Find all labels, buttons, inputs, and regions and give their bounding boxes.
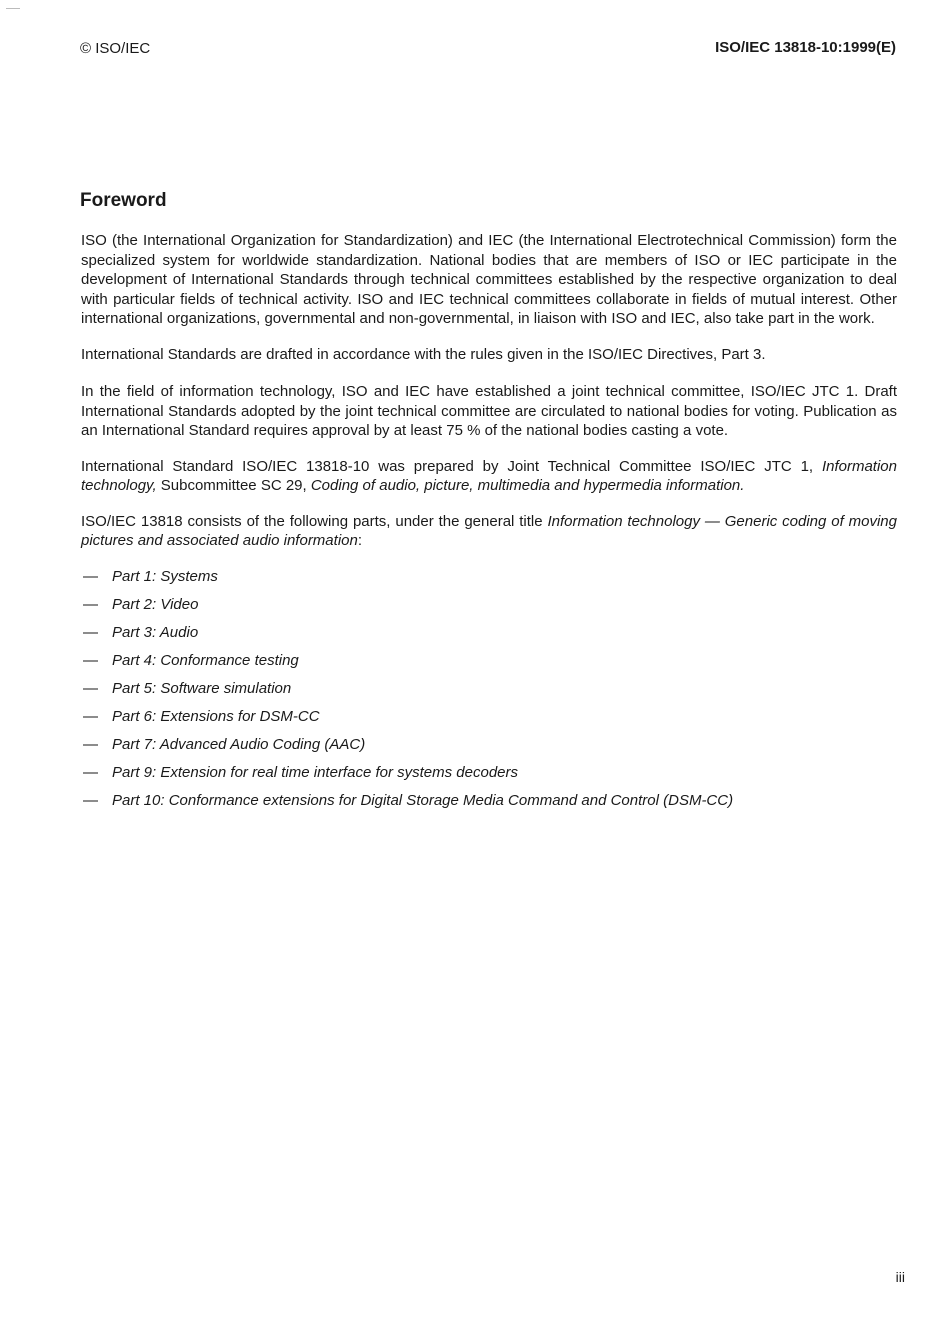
part-label: Part 10: Conformance extensions for Digital Storage Media Command and Control (DSM-CC)	[112, 791, 734, 809]
list-item	[81, 735, 897, 763]
list-item	[81, 651, 897, 679]
parts-intro-text-a: ISO/IEC 13818 consists of the following parts, under the general title	[81, 512, 548, 530]
preparation-text-b: Subcommittee SC 29,	[156, 477, 311, 494]
header-document-id: ISO/IEC 13818-10:1999(E)	[715, 39, 896, 56]
foreword-title: Foreword	[80, 190, 167, 211]
list-dash: —	[83, 735, 98, 753]
header-copyright: © ISO/IEC	[80, 40, 151, 57]
part-label: Part 1: Systems	[112, 567, 218, 585]
part-label: Part 6: Extensions for DSM-CC	[112, 707, 320, 725]
list-dash: —	[83, 595, 98, 613]
list-dash: —	[83, 567, 98, 585]
part-label: Part 7: Advanced Audio Coding (AAC)	[112, 735, 366, 753]
list-item	[81, 567, 897, 595]
part-label: Part 9: Extension for real time interface for systems decoders	[112, 763, 519, 781]
preparation-italic-a: Information technology,	[81, 457, 897, 494]
list-item	[81, 595, 897, 623]
part-label: Part 4: Conformance testing	[112, 651, 299, 669]
foreword-body	[81, 231, 897, 819]
list-item	[81, 623, 897, 651]
list-dash: —	[83, 679, 98, 697]
list-dash: —	[83, 623, 98, 641]
list-dash: —	[83, 763, 98, 781]
list-item	[81, 707, 897, 735]
part-label: Part 3: Audio	[112, 623, 199, 641]
parts-intro-text-b: :	[357, 532, 363, 549]
parts-list	[81, 567, 897, 819]
preparation-text-a: International Standard ISO/IEC 13818-10 was prepared by Joint Technical Committee ISO/IEC JTC 1,	[81, 457, 822, 475]
preparation-italic-b: Coding of audio, picture, multimedia and hypermedia information.	[310, 477, 745, 494]
list-item	[81, 791, 897, 819]
scan-corner-mark	[6, 8, 20, 9]
part-label: Part 5: Software simulation	[112, 679, 292, 697]
parts-intro-italic: Information technology — Generic coding of moving pictures and associated audio information	[81, 512, 897, 549]
paragraph-directives: International Standards are drafted in accordance with the rules given in the ISO/IEC Directives, Part 3.	[81, 345, 766, 363]
list-dash: —	[83, 707, 98, 725]
page-number: iii	[895, 1269, 905, 1285]
list-dash: —	[83, 651, 98, 669]
paragraph-preparation	[81, 457, 897, 496]
paragraph-parts-intro	[81, 512, 897, 551]
list-dash: —	[83, 791, 98, 809]
paragraph-iso-iec-system: ISO (the International Organization for Standardization) and IEC (the International Electrotechnical Commission) form the specialized system for worldwide standardization. National bodies that are members of ISO or IEC participate in the development of International Standards through technical committees established by the respective organization to deal with particular fields of technical activity. ISO and IEC technical committees collaborate in fields of mutual interest. Other international organizations, governmental and non-governmental, in liaison with ISO and IEC, also take part in the work.	[81, 232, 897, 327]
paragraph-jtc1: In the field of information technology, ISO and IEC have established a joint technical committee, ISO/IEC JTC 1. Draft International Standards adopted by the joint technical committee are circulated to national bodies for voting. Publication as an International Standard requires approval by at least 75 % of the national bodies casting a vote.	[81, 383, 897, 439]
list-item	[81, 679, 897, 707]
list-item	[81, 763, 897, 791]
part-label: Part 2: Video	[112, 595, 199, 613]
